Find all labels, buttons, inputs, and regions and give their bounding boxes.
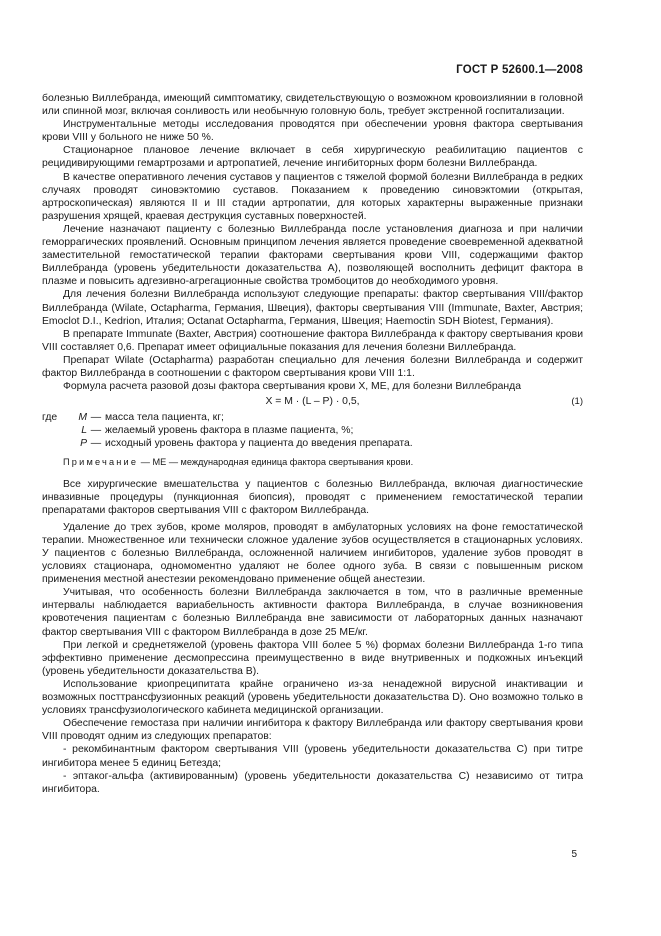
paragraph: Обеспечение гемостаза при наличии ингибитора к фактору Виллебранда или фактору свертывания крови VIII проводят одним из следующих препаратов: [42,718,583,743]
page-number: 5 [571,849,577,860]
list-item: - эптаког-альфа (активированным) (уровень убедительности доказательства С) независимо от титра ингибитора. [42,770,583,795]
variable-description: желаемый уровень фактора в плазме пациента, %; [105,425,354,437]
formula: X = M · (L – P) · 0,5, [265,396,360,408]
where-item [42,411,583,424]
paragraph: Инструментальные методы исследования проводятся при обеспечении уровня фактора свертывания крови VIII у больного не ниже 50 %. [42,119,583,144]
formula-row [42,395,583,411]
paragraph: В препарате Immunate (Baxter, Австрия) соотношение фактора Виллебранда к фактору свертывания крови VIII составляет 0,6. Препарат имеет официальные показания для лечения болезни Виллебранда. [42,328,583,353]
variable-symbol: P [80,438,87,450]
paragraph: Использование криопреципитата крайне ограничено из-за ненадежной вирусной инактивации и возможных посттрансфузионных реакций (уровень убедительности доказательства D). Оно возможно только в условиях трансфузиологического кабинета медицинской организации. [42,678,583,717]
document-body [42,92,583,796]
where-item [42,437,583,450]
paragraph: В качестве оперативного лечения суставов у пациентов с тяжелой формой болезни Виллебранда в редких случаях проводят синовэктомию суставов. Показанием к проведению синовэктомии (открытая, артроскопическая) являются II и III стадии артропатии, для которых характерны выраженные признаки разрушения хрящей, краевая деструкция суставных поверхностей. [42,171,583,222]
equation-number: (1) [571,396,583,408]
dash: — [90,425,102,437]
paragraph: Учитывая, что особенность болезни Виллебранда заключается в том, что в различные временные интервалы наблюдается вариабельность активности фактора Виллебранда, в случае возникновения кровотечения пациентам с болезнью Виллебранда вне зависимости от лабораторных данных назначают фактор свертывания VIII с фактором Виллебранда в дозе 25 МЕ/кг. [42,587,583,638]
list-item: - рекомбинантным фактором свертывания VIII (уровень убедительности доказательства С) при титре ингибитора менее 5 единиц Бетезда; [42,744,583,769]
where-item [42,424,583,437]
paragraph: болезнью Виллебранда, имеющий симптоматику, свидетельствующую о возможном кровоизлиянии в головной или спинной мозг, включая сонливость или необычную головную боль, требует экстренной госпитализации. [42,93,583,118]
note-label: Примечание [63,457,139,468]
variable-description: масса тела пациента, кг; [105,412,224,424]
where-label: где [42,412,58,424]
note [42,456,583,469]
paragraph: При легкой и среднетяжелой (уровень фактора VIII более 5 %) формах болезни Виллебранда 1-го типа эффективно применение десмопрессина преимущественно в виде внутривенных и подкожных инъекций (уровень убедительности доказательства В). [42,639,583,677]
paragraph: Лечение назначают пациенту с болезнью Виллебранда после установления диагноза и при наличии геморрагических проявлений. Основным принципом лечения является проведение своевременной адекватной заместительной гемостатической терапии факторами свертывания крови VIII, содержащими фактор Виллебранда (уровень убедительности доказательства А), позволяющей восполнить дефицит фактора в плазме и повысить адгезивно-агрегационные свойства тромбоцитов до необходимого уровня. [42,223,583,288]
paragraph: Стационарное плановое лечение включает в себя хирургическую реабилитацию пациентов с рецидивирующими гемартрозами и артропатией, лечение ингибиторных форм болезни Виллебранда. [42,145,583,170]
variable-description: исходный уровень фактора у пациента до введения препарата. [105,438,413,450]
dash: — [90,412,102,424]
paragraph: Все хирургические вмешательства у пациентов с болезнью Виллебранда, включая диагностические инвазивные процедуры (пункционная биопсия), проводят с применением гемостатической терапии препаратами факторов свертывания VIII с фактором Виллебранда. [42,478,583,516]
variable-symbol: L [81,425,87,437]
dash: — [90,438,102,450]
paragraph: Удаление до трех зубов, кроме моляров, проводят в амбулаторных условиях на фоне гемостатической терапии. Множественное или технически сложное удаление зубов осуществляется в стационарных условиях. У пациентов с болезнью Виллебранда, осложненной наличием ингибиторов, удаление зубов проводят в условиях стационара, одномоментно удаляют не более одного зуба. В связи с повышенным риском применения местной анестезии рекомендовано применение общей анестезии. [42,521,583,586]
note-text: — МЕ — международная единица фактора свертывания крови. [138,457,414,468]
paragraph: Для лечения болезни Виллебранда используют следующие препараты: фактор свертывания VIII/фактор Виллебранда (Wilate, Octapharma, Германия, Швеция), факторы свертывания VIII (Immunate, Baxter, Австрия; Emoclot D.I., Kedrion, Италия; Octanat Octapharma, Германия, Швеция; Haemoctin SDH Biotest, Германия). [42,289,583,327]
paragraph: Препарат Wilate (Octapharma) разработан специально для лечения болезни Виллебранда и содержит фактор Виллебранда в соотношении с фактором свертывания крови VIII 1:1. [42,354,583,379]
document-header: ГОСТ Р 52600.1—2008 [456,64,583,76]
paragraph: Формула расчета разовой дозы фактора свертывания крови X, МЕ, для болезни Виллебранда [63,381,521,393]
variable-symbol: M [78,412,87,424]
